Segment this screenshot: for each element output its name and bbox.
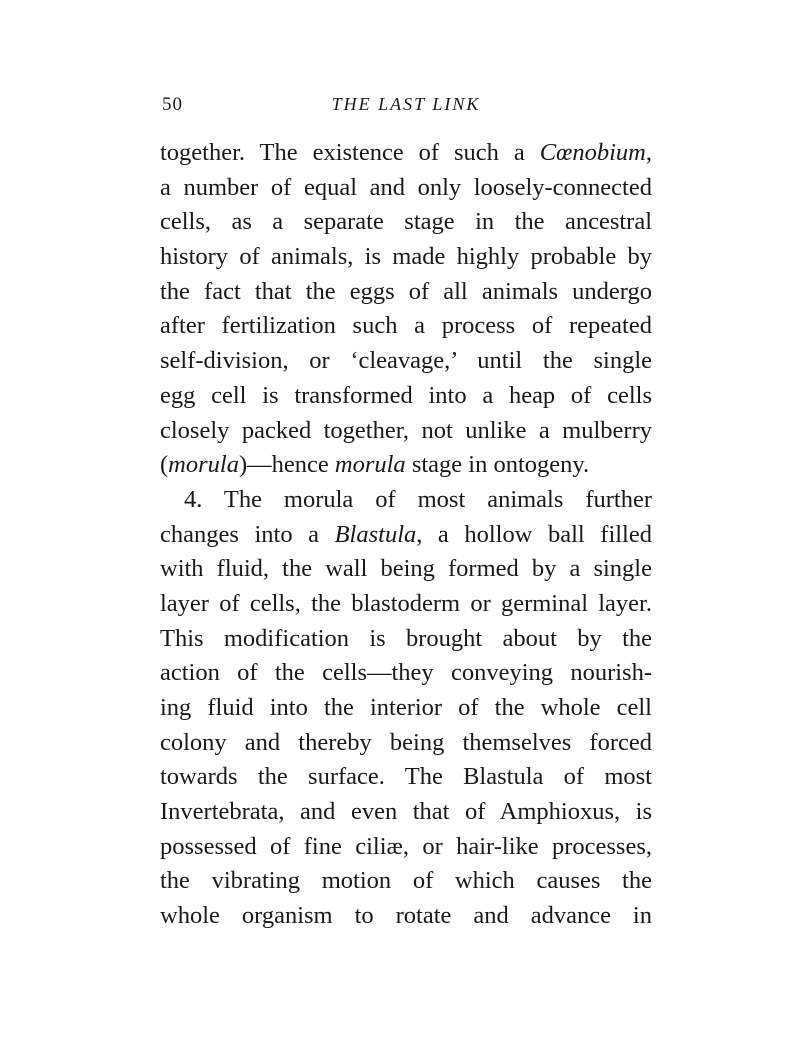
text-line: action of the cells—they conveying nourish- (160, 659, 652, 687)
paragraph-cleavage (160, 136, 652, 483)
text-line: possessed of fine ciliæ, or hair-like processes, (160, 832, 652, 860)
text-line: self-division, or ‘cleavage,’ until the single (160, 347, 652, 375)
text-line: with fluid, the wall being formed by a single (160, 555, 652, 583)
running-head (162, 94, 650, 120)
body-text (160, 136, 652, 934)
text-line: whole organism to rotate and advance in (160, 902, 652, 930)
text-line: egg cell is transformed into a heap of cells (160, 381, 652, 409)
text-line: 4. The morula of most animals further (184, 485, 652, 513)
text-line: Invertebrata, and even that of Amphioxus, is (160, 798, 652, 826)
text-line: the fact that the eggs of all animals undergo (160, 277, 652, 305)
term-blastula: Blastula (334, 520, 417, 548)
text-line: a number of equal and only loosely-connected (160, 173, 652, 201)
term-morula: morula (168, 451, 239, 479)
text-line: together. The existence of such a Cœnobium, (160, 139, 652, 166)
text-line: cells, as a separate stage in the ancestral (160, 208, 652, 236)
text-line: after fertilization such a process of repeated (160, 312, 652, 340)
running-title: THE LAST LINK (331, 94, 481, 114)
page-number: 50 (162, 94, 183, 115)
text-line: (morula)—hence morula stage in ontogeny. (160, 451, 590, 479)
paragraph-blastula (160, 483, 652, 934)
text-line: closely packed together, not unlike a mulberry (160, 416, 652, 444)
text-line: changes into a Blastula, a hollow ball filled (160, 520, 652, 548)
text-line: the vibrating motion of which causes the (160, 867, 652, 895)
term-morula: morula (334, 451, 406, 479)
text-line: This modification is brought about by the (160, 624, 652, 652)
text-line: ing fluid into the interior of the whole cell (160, 694, 652, 721)
term-coenobium: Cœnobium (539, 139, 646, 166)
text-line: history of animals, is made highly probable by (160, 243, 652, 271)
text-line: layer of cells, the blastoderm or germinal layer. (160, 589, 652, 617)
text-line: colony and thereby being themselves forced (160, 728, 652, 756)
text-line: towards the surface. The Blastula of most (160, 763, 652, 791)
